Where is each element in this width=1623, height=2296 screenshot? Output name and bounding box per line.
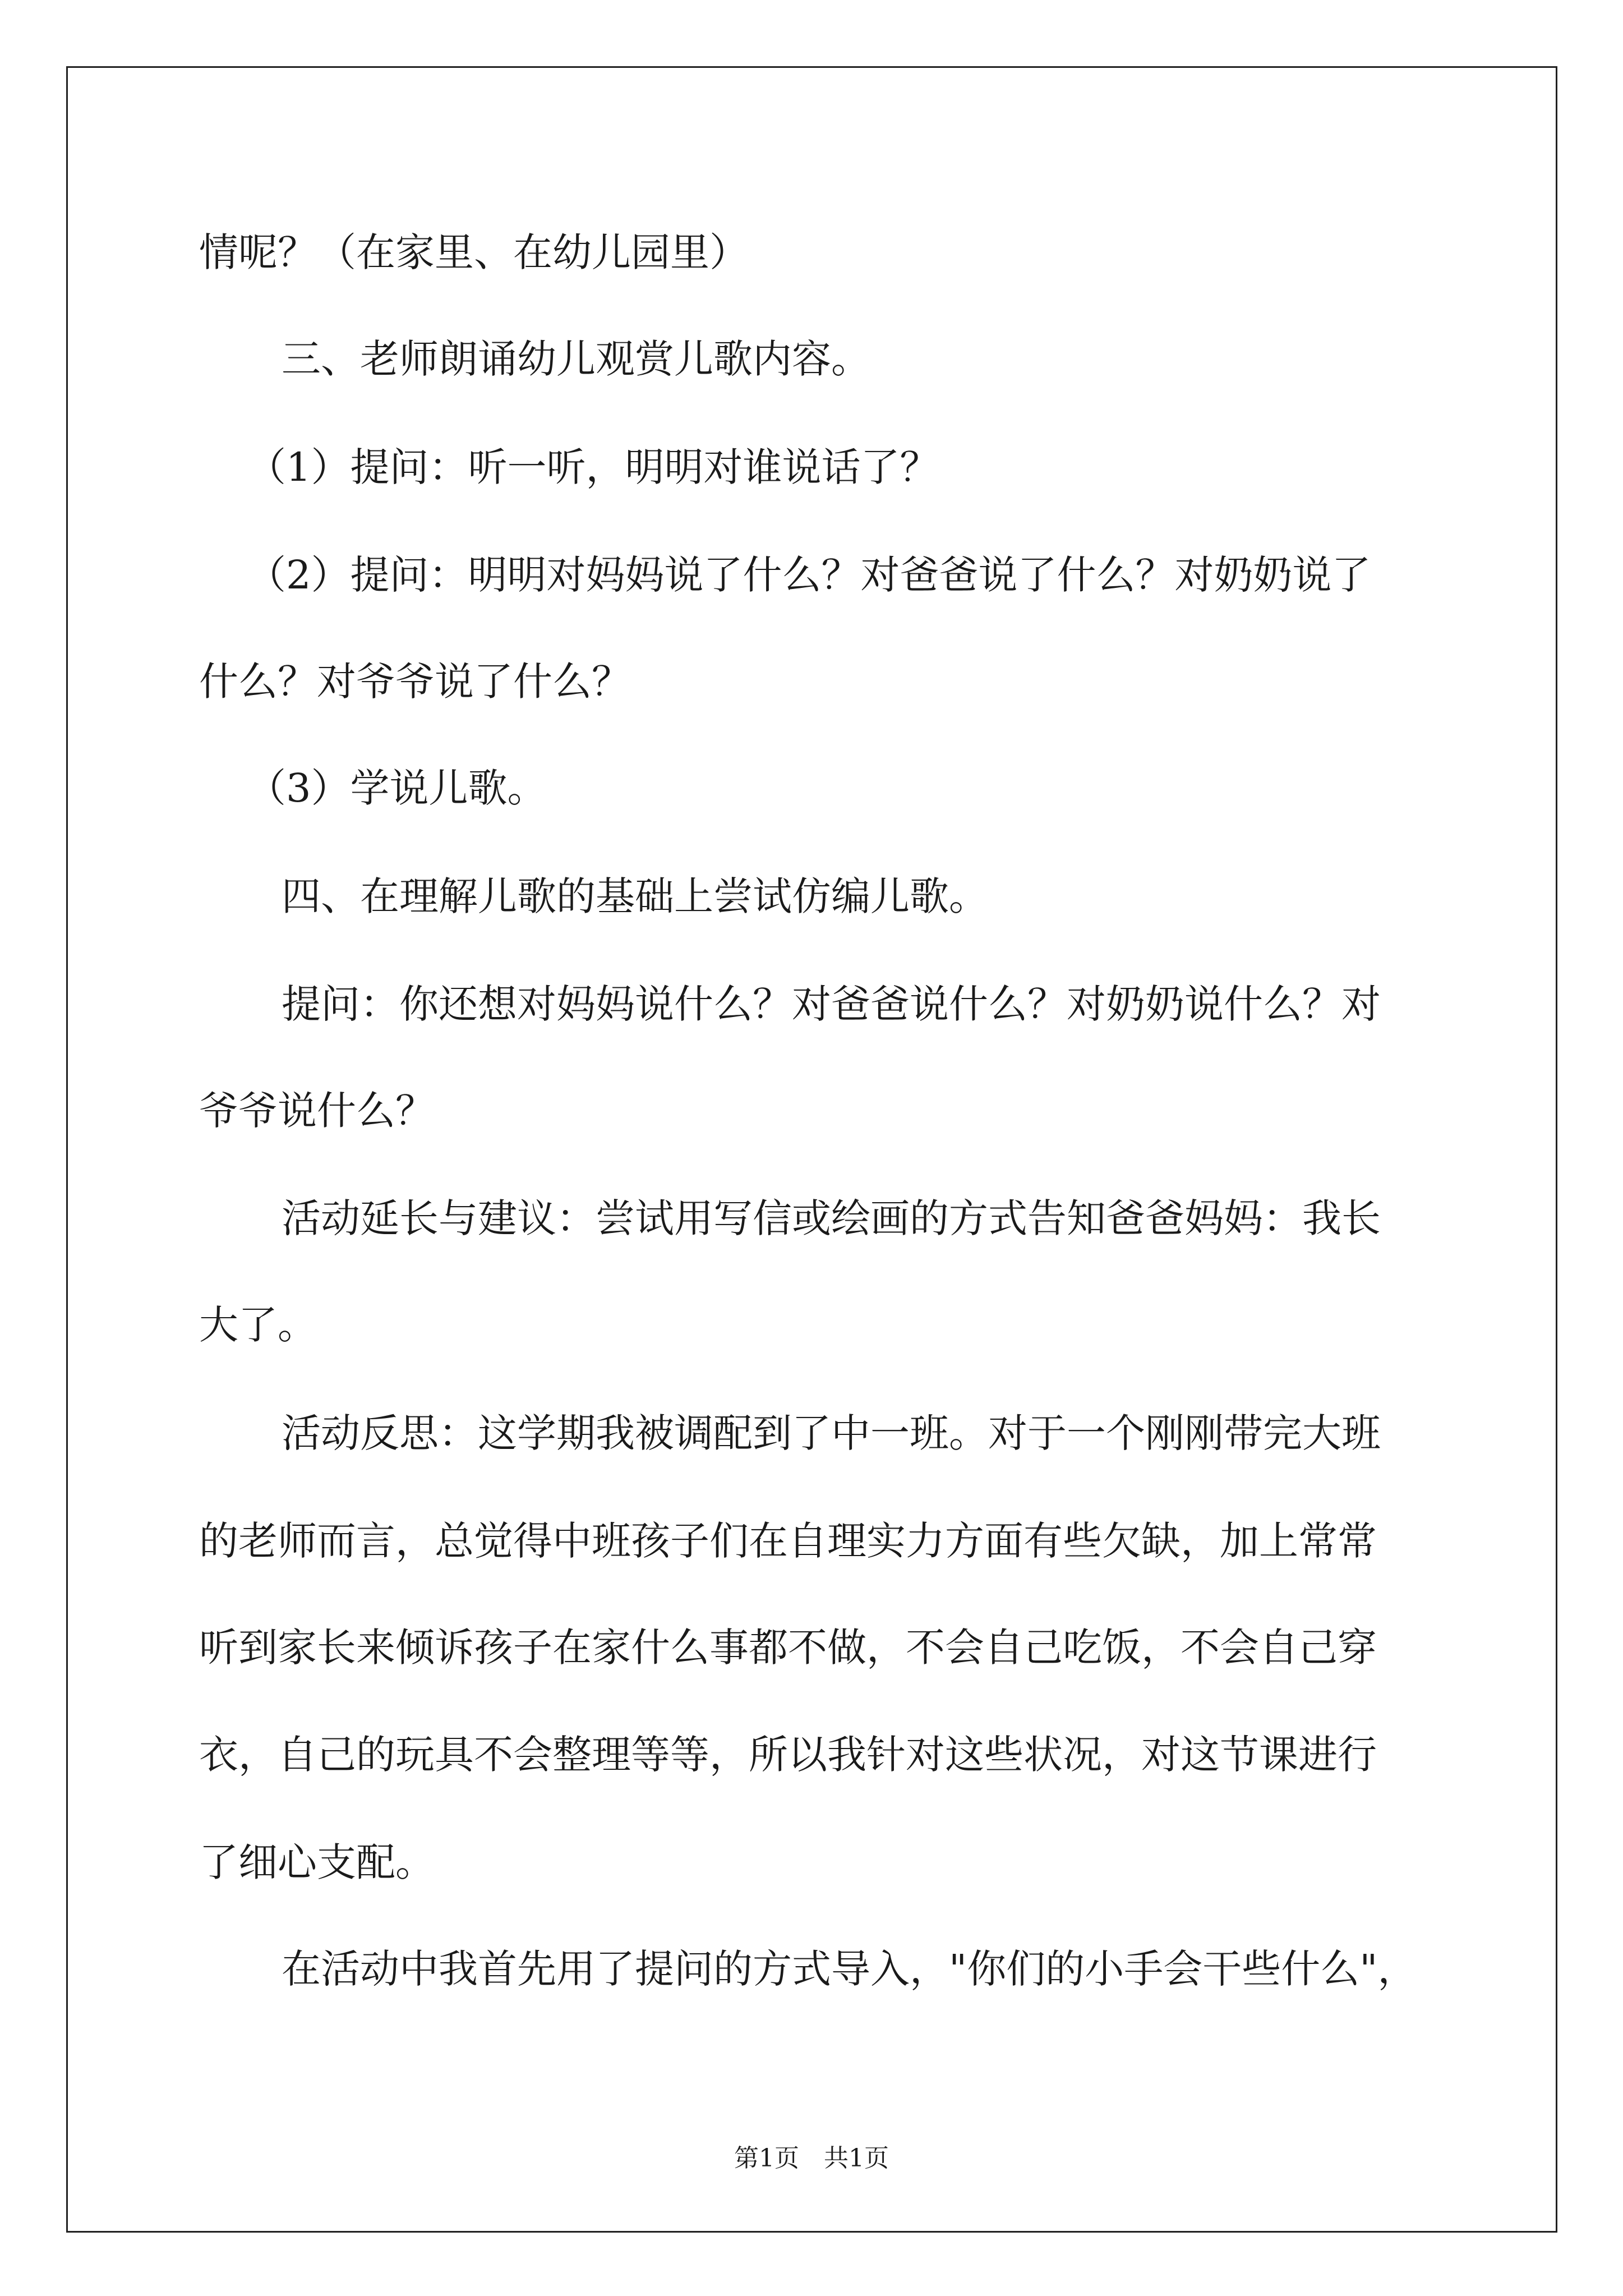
text-line-7: 四、在理解儿歌的基础上尝试仿编儿歌。 [282, 873, 988, 919]
page-footer: 第1页 共1页 [734, 2144, 889, 2173]
text-line-4: （2）提问：明明对妈妈说了什么？对爸爸说了什么？对奶奶说了 [247, 552, 1371, 598]
text-line-16: 了细心支配。 [199, 1839, 435, 1885]
text-line-3: （1）提问：听一听，明明对谁说话了？ [247, 444, 939, 490]
text-line-6: （3）学说儿歌。 [247, 765, 547, 811]
text-line-12: 活动反思：这学期我被调配到了中一班。对于一个刚刚带完大班 [282, 1410, 1381, 1456]
text-line-1: 情呢？（在家里、在幼儿园里） [199, 229, 749, 275]
text-line-10: 活动延长与建议：尝试用写信或绘画的方式告知爸爸妈妈：我长 [282, 1195, 1381, 1241]
text-line-9: 爷爷说什么？ [199, 1088, 435, 1134]
text-line-5: 什么？对爷爷说了什么？ [199, 659, 631, 705]
text-line-14: 听到家长来倾诉孩子在家什么事都不做，不会自己吃饭，不会自己穿 [199, 1625, 1377, 1671]
text-line-11: 大了。 [199, 1302, 317, 1348]
text-line-17: 在活动中我首先用了提问的方式导入，"你们的小手会干些什么"， [282, 1946, 1417, 1992]
text-line-2: 三、老师朗诵幼儿观赏儿歌内容。 [282, 336, 870, 382]
text-line-15: 衣，自己的玩具不会整理等等，所以我针对这些状况，对这节课进行 [199, 1732, 1377, 1778]
text-line-8: 提问：你还想对妈妈说什么？对爸爸说什么？对奶奶说什么？对 [282, 981, 1381, 1027]
text-line-13: 的老师而言，总觉得中班孩子们在自理实力方面有些欠缺，加上常常 [199, 1518, 1377, 1564]
page-border [66, 66, 1557, 2233]
